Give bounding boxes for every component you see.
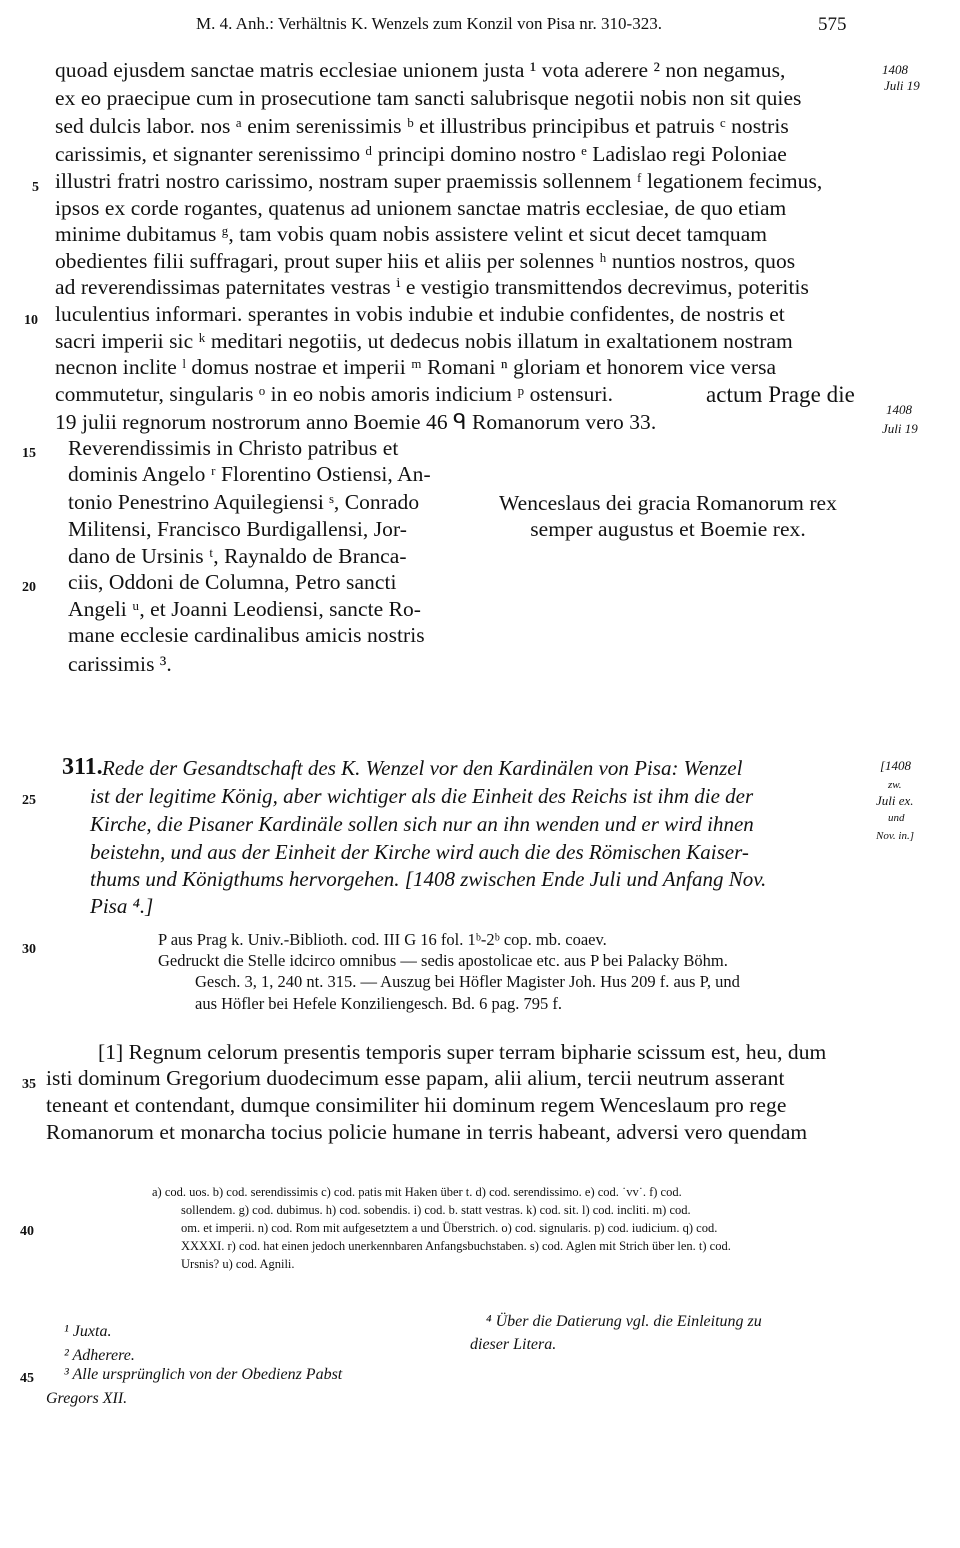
letter-line: 19 julii regnorum nostrorum anno Boemie 46 ᑫ Romanorum vero 33. bbox=[55, 410, 657, 434]
line-number: 30 bbox=[22, 942, 36, 957]
margin-date-day: Juli 19 bbox=[882, 421, 918, 436]
footnote: ² Adherere. bbox=[64, 1347, 135, 1364]
address-line: Reverendissimis in Christo patribus et bbox=[68, 436, 399, 460]
source-note: Gedruckt die Stelle idcirco omnibus — sedis apostolicae etc. aus P bei Palacky Böhm. bbox=[158, 951, 728, 970]
line-number: 25 bbox=[22, 793, 36, 808]
letter-line: obedientes filii suffragari, prout super hiis et aliis per solennes ʰ nuntios nostros, quos bbox=[55, 249, 796, 273]
signature-line: Wenceslaus dei gracia Romanorum rex bbox=[499, 491, 837, 515]
section-rubric-line: beistehn, und aus der Einheit der Kirche wird auch die des Römischen Kaiser- bbox=[90, 840, 749, 864]
address-line: Militensi, Francisco Burdigallensi, Jor- bbox=[68, 517, 407, 541]
apparatus-line: sollendem. g) cod. dubimus. h) cod. sobendis. i) cod. b. statt vestras. k) cod. sit. l) cod. incliti. m) cod. bbox=[181, 1203, 691, 1217]
letter-line: illustri fratri nostro carissimo, nostram super praemissis sollennem ᶠ legationem fecimus, bbox=[55, 169, 823, 193]
margin-date-year: 1408 bbox=[886, 402, 912, 417]
section-rubric-line: thums und Königthums hervorgehen. [1408 zwischen Ende Juli und Anfang Nov. bbox=[90, 867, 767, 891]
section-rubric-line: ist der legitime König, aber wichtiger als die Einheit des Reichs ist ihm die der bbox=[90, 784, 754, 808]
line-number: 15 bbox=[22, 446, 36, 461]
source-note: P aus Prag k. Univ.-Biblioth. cod. III G 16 fol. 1ᵇ-2ᵇ cop. mb. coaev. bbox=[158, 930, 607, 949]
speech-line: teneant et contendant, dumque consimiliter hii dominum regem Wenceslaum pro rege bbox=[46, 1093, 787, 1117]
letter-line: necnon inclite ˡ domus nostrae et imperii ᵐ Romani ⁿ gloriam et honorem vice versa bbox=[55, 355, 777, 379]
letter-line: commutetur, singularis ᵒ in eo nobis amoris indicium ᵖ ostensuri. bbox=[55, 382, 614, 406]
letter-line: minime dubitamus ᵍ, tam vobis quam nobis assistere velint et sicut decet tamquam bbox=[55, 222, 768, 246]
letter-line: ad reverendissimas paternitates vestras ⁱ e vestigio transmittendos decrevimus, poteritis bbox=[55, 275, 809, 299]
margin-date-range: zw. bbox=[888, 779, 902, 791]
running-title: M. 4. Anh.: Verhältnis K. Wenzels zum Konzil von Pisa nr. 310-323. bbox=[196, 14, 662, 33]
letter-line: luculentius informari. sperantes in vobis indubie et indubie confidentes, de nostris et bbox=[55, 302, 785, 326]
margin-date-range: Juli ex. bbox=[876, 793, 914, 808]
section-rubric-line: Pisa ⁴.] bbox=[90, 894, 154, 918]
line-number: 5 bbox=[32, 180, 39, 195]
letter-dating: actum Prage die bbox=[706, 382, 855, 407]
line-number: 35 bbox=[22, 1077, 36, 1092]
address-line: mane ecclesie cardinalibus amicis nostris bbox=[68, 623, 425, 647]
address-line: carissimis ³. bbox=[68, 652, 172, 676]
margin-date-range: und bbox=[888, 812, 905, 824]
page-number: 575 bbox=[818, 14, 847, 35]
source-note: aus Höfler bei Hefele Konziliengesch. Bd. 6 pag. 795 f. bbox=[195, 994, 563, 1013]
letter-line: ex eo praecipue cum in prosecutione tam sancti salubrisque negotii nobis non sit quies bbox=[55, 86, 802, 110]
apparatus-line: Ursnis? u) cod. Agnili. bbox=[181, 1257, 295, 1271]
line-number: 20 bbox=[22, 580, 36, 595]
apparatus-line: XXXXI. r) cod. hat einen jedoch unerkennbaren Anfangsbuchstaben. s) cod. Aglen mit Strich über len. t) cod. bbox=[181, 1239, 731, 1253]
address-line: dominis Angelo ʳ Florentino Ostiensi, An- bbox=[68, 462, 431, 486]
address-line: ciis, Oddoni de Columna, Petro sancti bbox=[68, 570, 397, 594]
section-rubric-line: Kirche, die Pisaner Kardinäle sollen sich nur an ihn wenden und er wird ihnen bbox=[90, 812, 754, 836]
footnote: ⁴ Über die Datierung vgl. die Einleitung zu bbox=[486, 1313, 762, 1330]
margin-date-range: Nov. in.] bbox=[876, 830, 914, 842]
letter-line: sed dulcis labor. nos ᵃ enim serenissimis ᵇ et illustribus principibus et patruis ᶜ nostris bbox=[55, 114, 789, 138]
speech-line: isti dominum Gregorium duodecimum esse papam, alii alium, tercii neutrum asserant bbox=[46, 1066, 785, 1090]
letter-line: carissimis, et signanter serenissimo ᵈ principi domino nostro ᵉ Ladislao regi Poloniae bbox=[55, 142, 787, 166]
section-number: 311. bbox=[62, 754, 103, 780]
address-line: Angeli ᵘ, et Joanni Leodiensi, sancte Ro- bbox=[68, 597, 422, 621]
apparatus-line: a) cod. uos. b) cod. serendissimis c) cod. patis mit Haken über t. d) cod. serendissimo. e) cod. ˙vv˙. f) cod. bbox=[152, 1185, 682, 1199]
speech-line: Romanorum et monarcha tocius policie humane in terris habeant, adversi vero quendam bbox=[46, 1120, 808, 1144]
speech-line: [1] Regnum celorum presentis temporis super terram bipharie scissum est, heu, dum bbox=[98, 1040, 827, 1064]
footnote: ³ Alle ursprünglich von der Obedienz Pabst bbox=[64, 1366, 343, 1383]
address-line: dano de Ursinis ᵗ, Raynaldo de Branca- bbox=[68, 544, 407, 568]
line-number: 45 bbox=[20, 1371, 34, 1386]
line-number: 10 bbox=[24, 313, 38, 328]
footnote: dieser Litera. bbox=[470, 1336, 557, 1353]
line-number: 40 bbox=[20, 1224, 34, 1239]
letter-line: sacri imperii sic ᵏ meditari negotiis, ut dedecus nobis illatum in exaltationem nostram bbox=[55, 329, 793, 353]
letter-line: quoad ejusdem sanctae matris ecclesiae unionem justa ¹ vota aderere ² non negamus, bbox=[55, 58, 786, 82]
source-note: Gesch. 3, 1, 240 nt. 315. — Auszug bei Höfler Magister Joh. Hus 209 f. aus P, und bbox=[195, 972, 740, 991]
apparatus-line: om. et imperii. n) cod. Rom mit aufgesetztem a und Überstrich. o) cod. signularis. p) cod. iudicium. q) cod. bbox=[181, 1221, 718, 1235]
letter-line: ipsos ex corde rogantes, quatenus ad unionem sanctae matris ecclesiae, de quo etiam bbox=[55, 196, 787, 220]
footnote: ¹ Juxta. bbox=[64, 1323, 112, 1340]
footnote: Gregors XII. bbox=[46, 1390, 128, 1407]
signature-line: semper augustus et Boemie rex. bbox=[530, 517, 806, 541]
address-line: tonio Penestrino Aquilegiensi ˢ, Conrado bbox=[68, 490, 420, 514]
margin-date-year: 1408 bbox=[882, 62, 908, 77]
margin-date-day: Juli 19 bbox=[884, 78, 920, 93]
section-rubric-line: Rede der Gesandtschaft des K. Wenzel vor den Kardinälen von Pisa: Wenzel bbox=[102, 756, 743, 780]
margin-date-range: [1408 bbox=[880, 758, 912, 773]
